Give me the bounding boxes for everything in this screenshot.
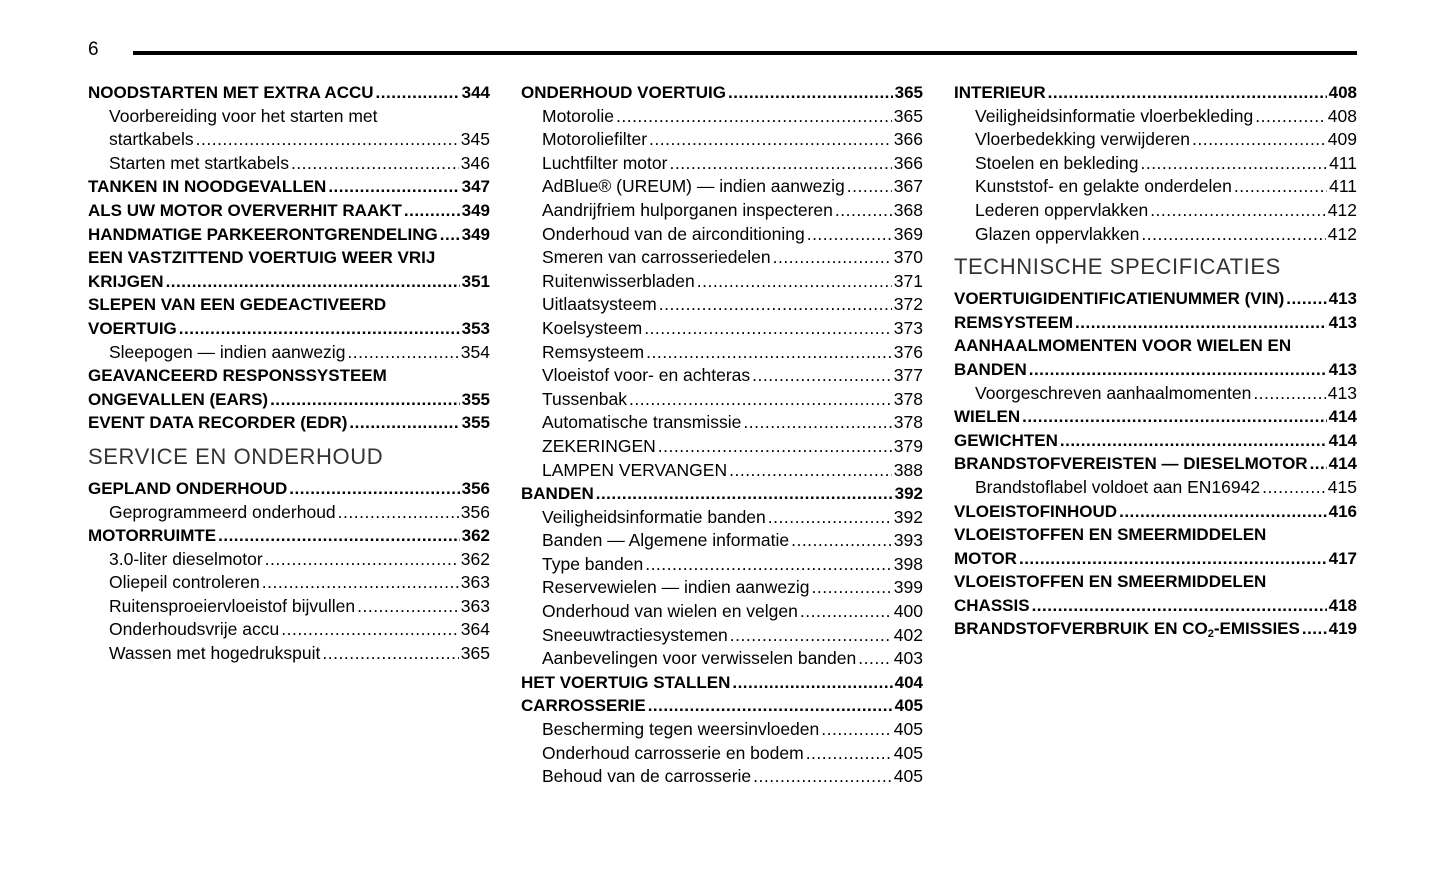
leader-dots	[658, 435, 892, 459]
toc-entry-title-line[interactable]: VLOEISTOFFEN EN SMEERMIDDELEN	[954, 525, 1267, 545]
toc-entry-page: 408	[1327, 105, 1357, 126]
section-title-service: SERVICE EN ONDERHOUD	[88, 443, 384, 469]
leader-dots	[1032, 594, 1327, 618]
toc-entry-title-line[interactable]: SLEPEN VAN EEN GEDEACTIVEERD	[88, 295, 387, 315]
toc-entry-title: Stoelen en bekleding	[975, 152, 1139, 173]
toc-entry-title: Ruitensproeiervloeistof bijvullen	[109, 595, 356, 616]
toc-entry[interactable]	[521, 199, 923, 223]
toc-entry[interactable]	[521, 81, 923, 105]
toc-column-1	[88, 81, 490, 666]
toc-entry-title	[954, 617, 1300, 641]
toc-entry-page: 356	[461, 478, 490, 498]
toc-entry-page: 367	[893, 176, 923, 197]
leader-dots	[800, 600, 892, 624]
leader-dots	[649, 128, 892, 152]
toc-entry-page: 419	[1328, 619, 1357, 639]
toc-entry-title: Onderhoud van wielen en velgen	[542, 601, 798, 622]
leader-dots	[753, 765, 892, 789]
toc-entry-title-line[interactable]: VLOEISTOFFEN EN SMEERMIDDELEN	[954, 572, 1267, 592]
toc-entry-oil-level[interactable]	[88, 571, 490, 595]
leader-dots	[179, 317, 460, 341]
toc-entry-title: BANDEN	[521, 484, 594, 504]
toc-entry-title: VOERTUIGIDENTIFICATIENUMMER (VIN)	[954, 289, 1285, 309]
toc-entry-page: 377	[893, 365, 923, 386]
leader-dots	[1234, 175, 1327, 199]
toc-entry-page: 405	[894, 696, 923, 716]
leader-dots	[729, 459, 892, 483]
header-rule	[133, 51, 1357, 55]
toc-entry-page: 411	[1329, 176, 1357, 197]
leader-dots	[1140, 152, 1327, 176]
toc-entry-page: 409	[1327, 129, 1357, 150]
toc-entry-page: 392	[894, 484, 923, 504]
toc-entry-title: Bescherming tegen weersinvloeden	[542, 719, 820, 740]
toc-entry-page: 405	[893, 766, 923, 787]
toc-entry-page: 378	[893, 388, 923, 409]
toc-column-2	[521, 81, 923, 789]
toc-entry-title: AdBlue® (UREUM) — indien aanwezig	[542, 176, 845, 197]
toc-entry-page: 376	[893, 341, 923, 362]
toc-entry-title: Aanbevelingen voor verwisselen banden	[542, 648, 857, 669]
toc-entry-title: GEWICHTEN	[954, 430, 1058, 450]
toc-entry-title: HET VOERTUIG STALLEN	[521, 672, 731, 692]
leader-dots	[1141, 223, 1325, 247]
leader-dots	[1119, 500, 1327, 524]
leader-dots	[812, 576, 892, 600]
leader-dots	[328, 175, 459, 199]
toc-entry-page: 417	[1328, 548, 1357, 568]
toc-entry-page: 373	[893, 317, 923, 338]
toc-entry-fluids-chassis[interactable]	[954, 594, 1357, 618]
toc-entry-page: 365	[894, 83, 923, 102]
toc-entry-title-line[interactable]: EEN VASTZITTEND VOERTUIG WEER VRIJ	[88, 248, 436, 268]
leader-dots	[291, 152, 459, 176]
section-title-specs: TECHNISCHE SPECIFICATIES	[954, 254, 1281, 280]
leader-dots	[265, 548, 459, 572]
toc-entry-page: 364	[460, 619, 490, 640]
subscript-2: 2	[1207, 628, 1214, 641]
toc-entry-page: 412	[1327, 223, 1357, 244]
toc-entry-title: EVENT DATA RECORDER (EDR)	[88, 413, 348, 433]
leader-dots	[1029, 358, 1327, 382]
leader-dots	[847, 175, 892, 199]
toc-entry-page: 413	[1328, 289, 1357, 309]
toc-entry-page: 366	[893, 129, 923, 150]
leader-dots	[659, 293, 892, 317]
leader-dots	[1310, 452, 1327, 476]
toc-entry-title: Behoud van de carrosserie	[542, 766, 752, 787]
toc-entry-title: Remsysteem	[542, 341, 645, 362]
toc-entry-page: 379	[893, 435, 923, 456]
toc-entry-title: Tussenbak	[542, 388, 627, 409]
toc-entry-title: Brandstoflabel voldoet aan EN16942	[975, 476, 1261, 497]
toc-entry-title: Lederen oppervlakken	[975, 199, 1149, 220]
toc-entry[interactable]	[521, 600, 923, 624]
toc-entry-interior[interactable]	[954, 81, 1357, 105]
toc-entry-page: 365	[460, 643, 490, 664]
toc-entry-page: 378	[893, 412, 923, 433]
leader-dots	[858, 647, 892, 671]
toc-entry-title: Starten met startkabels	[109, 152, 289, 173]
toc-entry-pressure-wash[interactable]	[88, 642, 490, 666]
toc-entry[interactable]	[954, 382, 1357, 406]
toc-entry-page: 400	[893, 601, 923, 622]
toc-entry-page: 415	[1327, 476, 1357, 497]
toc-entry-page: 363	[460, 595, 490, 616]
toc-entry-weights[interactable]	[954, 429, 1357, 453]
toc-entry-page: 405	[893, 742, 923, 763]
toc-entry[interactable]	[521, 293, 923, 317]
leader-dots	[196, 128, 459, 152]
toc-entry-towing[interactable]	[88, 317, 490, 341]
toc-entry-title: ONDERHOUD VOERTUIG	[521, 83, 726, 102]
toc-entry-title: Glazen oppervlakken	[975, 223, 1140, 244]
toc-entry-page: 368	[893, 199, 923, 220]
leader-dots	[596, 482, 893, 506]
leader-dots	[166, 270, 460, 294]
toc-entry-page: 405	[893, 719, 923, 740]
toc-entry-title: Koelsysteem	[542, 317, 643, 338]
toc-entry-title: Motorolie	[542, 105, 614, 126]
toc-entry-title: Reservewielen — indien aanwezig	[542, 577, 810, 598]
toc-entry-page: 398	[893, 553, 923, 574]
toc-entry-page: 412	[1327, 199, 1357, 220]
toc-entry-battery[interactable]	[88, 618, 490, 642]
toc-entry-title: Sneeuwtractiesystemen	[542, 624, 728, 645]
toc-entry[interactable]	[954, 128, 1357, 152]
leader-dots	[1060, 429, 1327, 453]
toc-entry-page: 414	[1328, 430, 1357, 450]
leader-dots	[1150, 199, 1326, 223]
toc-entry-stuck-vehicle[interactable]	[88, 270, 490, 294]
toc-entry-tow-hooks[interactable]	[88, 341, 490, 365]
toc-entry-title: VLOEISTOFINHOUD	[954, 501, 1118, 521]
leader-dots	[262, 571, 459, 595]
toc-entry-page: 413	[1328, 312, 1357, 332]
toc-entry[interactable]	[521, 459, 923, 483]
toc-entry-page: 347	[461, 177, 490, 197]
leader-dots	[281, 618, 459, 642]
page-number: 6	[88, 39, 99, 60]
toc-entry-programmed-service[interactable]	[88, 501, 490, 525]
leader-dots	[1253, 382, 1325, 406]
toc-entry-torque[interactable]	[954, 358, 1357, 382]
toc-entry-title: REMSYSTEEM	[954, 312, 1074, 332]
leader-dots	[1286, 287, 1326, 311]
toc-entry-ears[interactable]	[88, 388, 490, 412]
toc-entry-title: LAMPEN VERVANGEN	[542, 459, 728, 480]
leader-dots	[645, 553, 892, 577]
leader-dots	[732, 671, 892, 695]
toc-entry-title: BANDEN	[954, 359, 1027, 379]
toc-entry-title: Vloeistof voor- en achteras	[542, 365, 751, 386]
leader-dots	[1019, 547, 1327, 571]
toc-entry-title: Oliepeil controleren	[109, 572, 260, 593]
toc-entry-title: Onderhoudsvrije accu	[109, 619, 280, 640]
toc-entry-page: 346	[460, 152, 490, 173]
leader-dots	[1302, 617, 1327, 641]
toc-entry-fuel-req[interactable]	[954, 452, 1357, 476]
toc-entry-park-release[interactable]	[88, 223, 490, 247]
leader-dots	[835, 199, 892, 223]
toc-entry-fluids-engine[interactable]	[954, 547, 1357, 571]
toc-entry[interactable]	[954, 152, 1357, 176]
toc-entry-title: Vloerbedekking verwijderen	[975, 129, 1190, 150]
leader-dots	[697, 270, 892, 294]
toc-entry-page: 369	[893, 223, 923, 244]
toc-entry[interactable]	[954, 199, 1357, 223]
toc-entry-page: 414	[1328, 454, 1357, 474]
toc-entry-title: Sleepogen — indien aanwezig	[109, 341, 346, 362]
toc-entry-page: 344	[461, 83, 490, 102]
toc-entry-title: Voorgeschreven aanhaalmomenten	[975, 382, 1252, 403]
toc-entry-title: Banden — Algemene informatie	[542, 530, 790, 551]
leader-dots	[1192, 128, 1326, 152]
toc-entry-page: 418	[1328, 595, 1357, 615]
toc-entry[interactable]	[954, 476, 1357, 500]
leader-dots	[1075, 311, 1327, 335]
toc-entry-title: ZEKERINGEN	[542, 435, 656, 456]
toc-entry-title: CARROSSERIE	[521, 696, 646, 716]
toc-entry-page: 362	[460, 548, 490, 569]
toc-entry[interactable]	[521, 128, 923, 152]
toc-entry-engine-bay[interactable]	[88, 524, 490, 548]
toc-entry[interactable]	[521, 270, 923, 294]
toc-entry-page: 399	[893, 577, 923, 598]
leader-dots	[289, 477, 459, 501]
toc-entry[interactable]	[521, 175, 923, 199]
leader-dots	[616, 105, 892, 129]
leader-dots	[357, 595, 459, 619]
toc-entry-emergency-fuel[interactable]	[88, 175, 490, 199]
toc-entry-page: 392	[893, 506, 923, 527]
leader-dots	[806, 742, 892, 766]
toc-entry-page: 403	[893, 648, 923, 669]
toc-entry-title: ALS UW MOTOR OVERVERHIT RAAKT	[88, 200, 402, 220]
toc-entry-page: 388	[893, 459, 923, 480]
leader-dots	[821, 718, 892, 742]
toc-entry-title: Ruitenwisserbladen	[542, 270, 695, 291]
toc-entry[interactable]	[521, 388, 923, 412]
toc-entry-title: HANDMATIGE PARKEERONTGRENDELING	[88, 224, 438, 244]
toc-entry-vin[interactable]	[954, 287, 1357, 311]
toc-entry[interactable]	[521, 482, 923, 506]
toc-entry[interactable]	[521, 718, 923, 742]
toc-entry[interactable]	[521, 246, 923, 270]
toc-entry-title: KRIJGEN	[88, 271, 164, 291]
toc-entry-fuel-consumption[interactable]	[954, 617, 1357, 641]
toc-entry-title: WIELEN	[954, 407, 1021, 427]
toc-entry-title: Veiligheidsinformatie banden	[542, 506, 766, 527]
toc-entry-page: 408	[1328, 83, 1357, 102]
toc-entry-title: Geprogrammeerd onderhoud	[109, 501, 336, 522]
toc-entry-page: 349	[461, 200, 490, 220]
leader-dots	[768, 506, 892, 530]
toc-entry-page: 370	[893, 247, 923, 268]
toc-entry[interactable]	[521, 223, 923, 247]
leader-dots	[322, 642, 458, 666]
toc-entry[interactable]	[954, 223, 1357, 247]
leader-dots	[1255, 105, 1326, 129]
toc-entry[interactable]	[521, 647, 923, 671]
toc-entry-page: 393	[893, 530, 923, 551]
toc-entry[interactable]	[521, 694, 923, 718]
toc-entry-title: Onderhoud carrosserie en bodem	[542, 742, 804, 763]
leader-dots	[349, 411, 459, 435]
leader-dots	[338, 501, 459, 525]
toc-entry-page: 355	[461, 413, 490, 433]
leader-dots	[218, 524, 460, 548]
leader-dots	[743, 411, 891, 435]
toc-entry[interactable]	[954, 105, 1357, 129]
toc-entry[interactable]	[521, 435, 923, 459]
leader-dots	[404, 199, 460, 223]
toc-entry-page: 355	[461, 389, 490, 409]
toc-entry-start-jump[interactable]	[88, 152, 490, 176]
leader-dots	[728, 81, 893, 105]
leader-dots	[644, 317, 892, 341]
toc-entry[interactable]	[954, 175, 1357, 199]
toc-entry-page: 413	[1328, 359, 1357, 379]
toc-entry[interactable]	[521, 364, 923, 388]
toc-entry-title-line[interactable]: GEAVANCEERD RESPONSSYSTEEM	[88, 366, 387, 386]
toc-entry-title: Luchtfilter motor	[542, 152, 668, 173]
leader-dots	[376, 81, 460, 105]
toc-entry-page: 414	[1328, 407, 1357, 427]
toc-entry[interactable]	[521, 341, 923, 365]
toc-entry-page: 354	[460, 341, 490, 362]
toc-entry-edr[interactable]	[88, 411, 490, 435]
toc-entry-title-line[interactable]: AANHAALMOMENTEN VOOR WIELEN EN	[954, 336, 1292, 356]
toc-entry-scheduled-service[interactable]	[88, 477, 490, 501]
toc-entry[interactable]	[521, 553, 923, 577]
toc-entry[interactable]	[521, 506, 923, 530]
toc-entry[interactable]	[521, 317, 923, 341]
toc-entry-page: 413	[1327, 382, 1357, 403]
toc-entry[interactable]	[521, 671, 923, 695]
toc-entry-page: 366	[893, 152, 923, 173]
toc-entry-diesel-engine[interactable]	[88, 548, 490, 572]
toc-entry-page: 363	[460, 572, 490, 593]
toc-entry-title: Onderhoud van de airconditioning	[542, 223, 805, 244]
toc-entry-page: 351	[461, 271, 490, 291]
leader-dots	[791, 529, 892, 553]
leader-dots	[730, 624, 892, 648]
toc-entry-overheat[interactable]	[88, 199, 490, 223]
toc-entry[interactable]	[521, 742, 923, 766]
toc-entry-title: Kunststof- en gelakte onderdelen	[975, 176, 1232, 197]
toc-entry-title: INTERIEUR	[954, 83, 1046, 102]
leader-dots	[669, 152, 891, 176]
toc-entry-title: NOODSTARTEN MET EXTRA ACCU	[88, 83, 374, 102]
toc-entry-page: 356	[460, 501, 490, 522]
leader-dots	[646, 341, 892, 365]
toc-entry-emergency-start[interactable]	[88, 81, 490, 105]
toc-entry-title: GEPLAND ONDERHOUD	[88, 478, 288, 498]
toc-entry-page: 371	[893, 270, 923, 291]
toc-entry-page: 402	[893, 624, 923, 645]
toc-entry-title: VOERTUIG	[88, 318, 177, 338]
title-part: -EMISSIES	[1213, 619, 1300, 639]
toc-entry-page: 353	[461, 318, 490, 338]
toc-entry[interactable]	[521, 152, 923, 176]
leader-dots	[1262, 476, 1326, 500]
toc-entry-page: 372	[893, 294, 923, 315]
title-part: BRANDSTOFVERBRUIK EN CO	[954, 619, 1208, 639]
toc-column-3	[954, 81, 1357, 641]
leader-dots	[347, 341, 458, 365]
leader-dots	[773, 246, 892, 270]
toc-entry-title: MOTORRUIMTE	[88, 526, 217, 546]
leader-dots	[807, 223, 892, 247]
toc-entry-title: Wassen met hogedrukspuit	[109, 643, 321, 664]
leader-dots	[648, 694, 893, 718]
toc-entry-title: Veiligheidsinformatie vloerbekleding	[975, 105, 1254, 126]
toc-entry-wheels[interactable]	[954, 405, 1357, 429]
toc-entry[interactable]	[521, 529, 923, 553]
toc-entry[interactable]	[521, 105, 923, 129]
toc-entry-page: 365	[893, 105, 923, 126]
toc-entry-page: 349	[461, 224, 490, 244]
toc-entry-brakes[interactable]	[954, 311, 1357, 335]
toc-entry-page: 345	[460, 129, 490, 150]
leader-dots	[270, 388, 460, 412]
toc-entry-capacities[interactable]	[954, 500, 1357, 524]
toc-entry-title: MOTOR	[954, 548, 1017, 568]
toc-entry-washer-fluid[interactable]	[88, 595, 490, 619]
toc-entry-title: Type banden	[542, 553, 644, 574]
toc-entry-title: BRANDSTOFVEREISTEN — DIESELMOTOR	[954, 454, 1308, 474]
toc-entry[interactable]	[521, 411, 923, 435]
leader-dots	[1022, 405, 1327, 429]
toc-entry-page: 404	[894, 672, 923, 692]
leader-dots	[752, 364, 892, 388]
toc-entry-title: Aandrijfriem hulporganen inspecteren	[542, 199, 833, 220]
toc-entry-title: startkabels	[109, 129, 194, 150]
toc-entry[interactable]	[521, 576, 923, 600]
toc-entry[interactable]	[521, 765, 923, 789]
leader-dots	[629, 388, 892, 412]
toc-entry-title: TANKEN IN NOODGEVALLEN	[88, 177, 327, 197]
toc-entry-title: 3.0-liter dieselmotor	[109, 548, 263, 569]
leader-dots	[440, 223, 460, 247]
toc-entry-title: Uitlaatsysteem	[542, 294, 657, 315]
toc-entry-title: Motoroliefilter	[542, 129, 648, 150]
toc-entry-title: ONGEVALLEN (EARS)	[88, 389, 269, 409]
toc-entry-page: 411	[1329, 152, 1357, 173]
toc-entry-page: 362	[461, 526, 490, 546]
leader-dots	[1048, 81, 1327, 105]
toc-entry[interactable]	[521, 624, 923, 648]
toc-entry-title: Automatische transmissie	[542, 412, 742, 433]
toc-entry-page: 416	[1328, 501, 1357, 521]
toc-entry-title: Smeren van carrosseriedelen	[542, 247, 771, 268]
toc-entry-title: CHASSIS	[954, 595, 1030, 615]
toc-entry-jump-cables[interactable]	[88, 128, 490, 152]
toc-entry-title-line[interactable]: Voorbereiding voor het starten met	[109, 105, 378, 126]
